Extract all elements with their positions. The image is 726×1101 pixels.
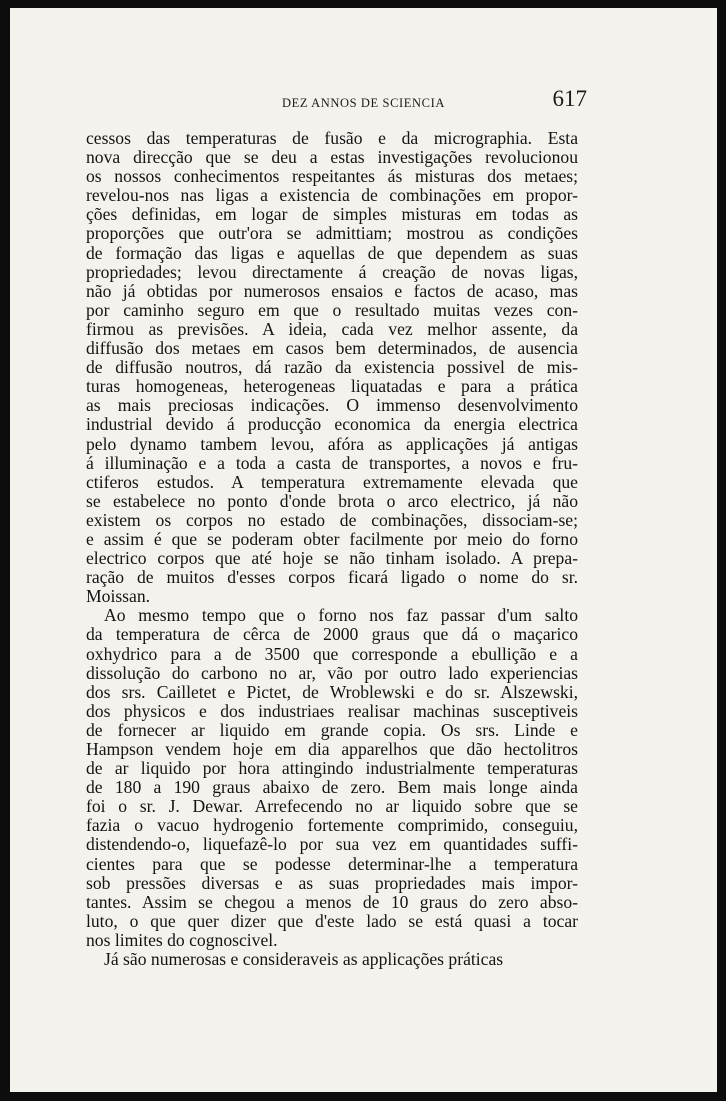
text-line: por caminho seguro em que o resultado muitas vezes con- <box>86 299 578 320</box>
text-line: á illuminação e a toda a casta de transportes, a novos e fru- <box>86 452 578 473</box>
text-line: cientes para que se podesse determinar-lhe a temperatura <box>86 853 578 874</box>
text-line: Hampson vendem hoje em dia apparelhos que dão hectolitros <box>86 739 578 759</box>
text-line: oxhydrico para a de 3500 que corresponde a ebullição e a <box>86 643 578 664</box>
text-line: não já obtidas por numerosos ensaios e factos de acaso, mas <box>86 280 578 301</box>
text-line: nova direcção que se deu a estas investigações revolucionou <box>86 147 578 168</box>
text-line: de fornecer ar liquido em grande copia. Os srs. Linde e <box>86 719 578 740</box>
text-line: revelou-nos nas ligas a existencia de combinações em propor- <box>86 185 578 206</box>
page-number: 617 <box>552 86 587 111</box>
text-line: diffusão dos metaes em casos bem determinados, de ausencia <box>86 338 578 359</box>
text-line: Ao mesmo tempo que o forno nos faz passar d'um salto <box>104 605 578 626</box>
text-line: de formação das ligas e aquellas de que dependem as suas <box>86 242 578 263</box>
text-line: ração de muitos d'esses corpos ficará ligado o nome do sr. <box>86 567 578 588</box>
text-line: de diffusão noutros, dá razão da existencia possivel de mis- <box>86 357 578 378</box>
text-line: ções definidas, em logar de simples misturas em todas as <box>86 204 578 225</box>
book-page <box>10 8 717 1092</box>
paragraph <box>86 950 578 969</box>
text-line: ctiferos estudos. A temperatura extremamente elevada que <box>86 471 578 492</box>
text-line: e assim é que se poderam obter facilmente por meio do forno <box>86 528 578 549</box>
text-line: Moissan. <box>86 586 151 607</box>
text-line: dissolução do carbono no ar, vão por outro lado experiencias <box>86 662 578 683</box>
text-line: se estabelece no ponto d'onde brota o arco electrico, já não <box>86 490 578 511</box>
text-line: firmou as previsões. A ideia, cada vez melhor assente, da <box>86 318 578 339</box>
text-line: existem os corpos no estado de combinações, dissociam-se; <box>86 509 578 530</box>
text-line: de ar liquido por hora attingindo industrialmente temperaturas <box>86 758 578 779</box>
text-line: Já são numerosas e consideraveis as applicações práticas <box>104 949 504 970</box>
text-line: pelo dynamo tambem levou, afóra as applicações já antigas <box>86 433 578 454</box>
text-line: nos limites do cognoscivel. <box>86 929 278 950</box>
text-line: os nossos conhecimentos respeitantes ás misturas dos metaes; <box>86 166 578 187</box>
text-line: de 180 a 190 graus abaixo de zero. Bem mais longe ainda <box>86 777 578 798</box>
text-line: propriedades; levou directamente á creação de novas ligas, <box>86 261 578 282</box>
text-line: foi o sr. J. Dewar. Arrefecendo no ar liquido sobre que se <box>86 796 578 817</box>
text-line: luto, o que quer dizer que d'este lado se está quasi a tocar <box>86 910 578 931</box>
text-line: distendendo-o, liquefazê-lo por sua vez em quantidades suffi- <box>86 834 578 855</box>
text-line: turas homogeneas, heterogeneas liquatadas e para a prática <box>86 376 578 397</box>
text-line: electrico corpos que até hoje se não tinham isolado. A prepa- <box>86 548 578 569</box>
text-line: sob pressões diversas e as suas propriedades mais impor- <box>86 872 578 893</box>
text-line: da temperatura de cêrca de 2000 graus que dá o maçarico <box>86 624 578 645</box>
text-line: as mais preciosas indicações. O immenso desenvolvimento <box>86 395 578 416</box>
text-line: industrial devido á producção economica da energia electrica <box>86 414 578 435</box>
running-title: DEZ ANNOS DE SCIENCIA <box>282 96 445 110</box>
paragraph <box>86 129 578 606</box>
body-text <box>86 129 578 969</box>
text-line: proporções que outr'ora se admittiam; mostrou as condições <box>86 223 578 244</box>
text-line: tantes. Assim se chegou a menos de 10 graus do zero abso- <box>86 891 578 912</box>
text-line: dos physicos e dos industriaes realisar machinas susceptiveis <box>86 700 578 721</box>
text-line: fazia o vacuo hydrogenio fortemente comprimido, conseguiu, <box>86 815 578 836</box>
text-line: dos srs. Cailletet e Pictet, de Wroblewski e do sr. Alszewski, <box>86 681 578 702</box>
paragraph <box>86 606 578 950</box>
text-line: cessos das temperaturas de fusão e da micrographia. Esta <box>86 128 578 148</box>
page-header <box>10 86 717 116</box>
